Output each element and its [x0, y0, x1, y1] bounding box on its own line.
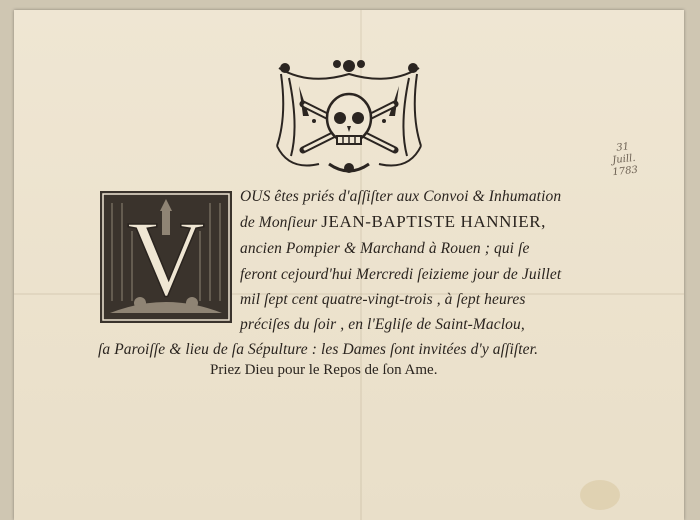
note-line: Juill.: [611, 152, 637, 167]
notice-line-1: OUS êtes priés d'aſſiſter aux Convoi & Inhumation: [240, 188, 562, 205]
deceased-name: JEAN-BAPTISTE HANNIER,: [321, 212, 547, 231]
note-line: 31: [615, 141, 630, 154]
notice-line-7: ſa Paroiſſe & lieu de ſa Sépulture : les Dames ſont invitées d'y aſſiſter.: [98, 341, 539, 358]
decorated-initial-block: [100, 191, 232, 323]
initial-letter: V: [127, 200, 205, 319]
notice-line-2-prefix: de Monſieur: [240, 214, 318, 231]
initial-ornament: [100, 191, 232, 323]
handwritten-margin-note: [597, 139, 650, 180]
notice-line-4: feront cejourd'hui Mercredi ſeizieme jour de Juillet: [240, 266, 562, 283]
notice-line-3: ancien Pompier & Marchand à Rouen ; qui ſe: [240, 240, 530, 257]
notice-line-5: mil ſept cent quatre-vingt-trois , à ſept heures: [240, 291, 526, 308]
notice-line-2: [240, 212, 546, 232]
note-line: 1783: [611, 164, 639, 179]
notice-line-6: préciſes du ſoir , en l'Egliſe de Saint-Maclou,: [240, 316, 525, 333]
prayer-line: Priez Dieu pour le Repos de ſon Ame.: [210, 362, 438, 378]
paper-stain: [580, 480, 620, 510]
skull-crossbones-emblem-icon: [269, 56, 429, 180]
funeral-notice-sheet: [14, 10, 684, 520]
